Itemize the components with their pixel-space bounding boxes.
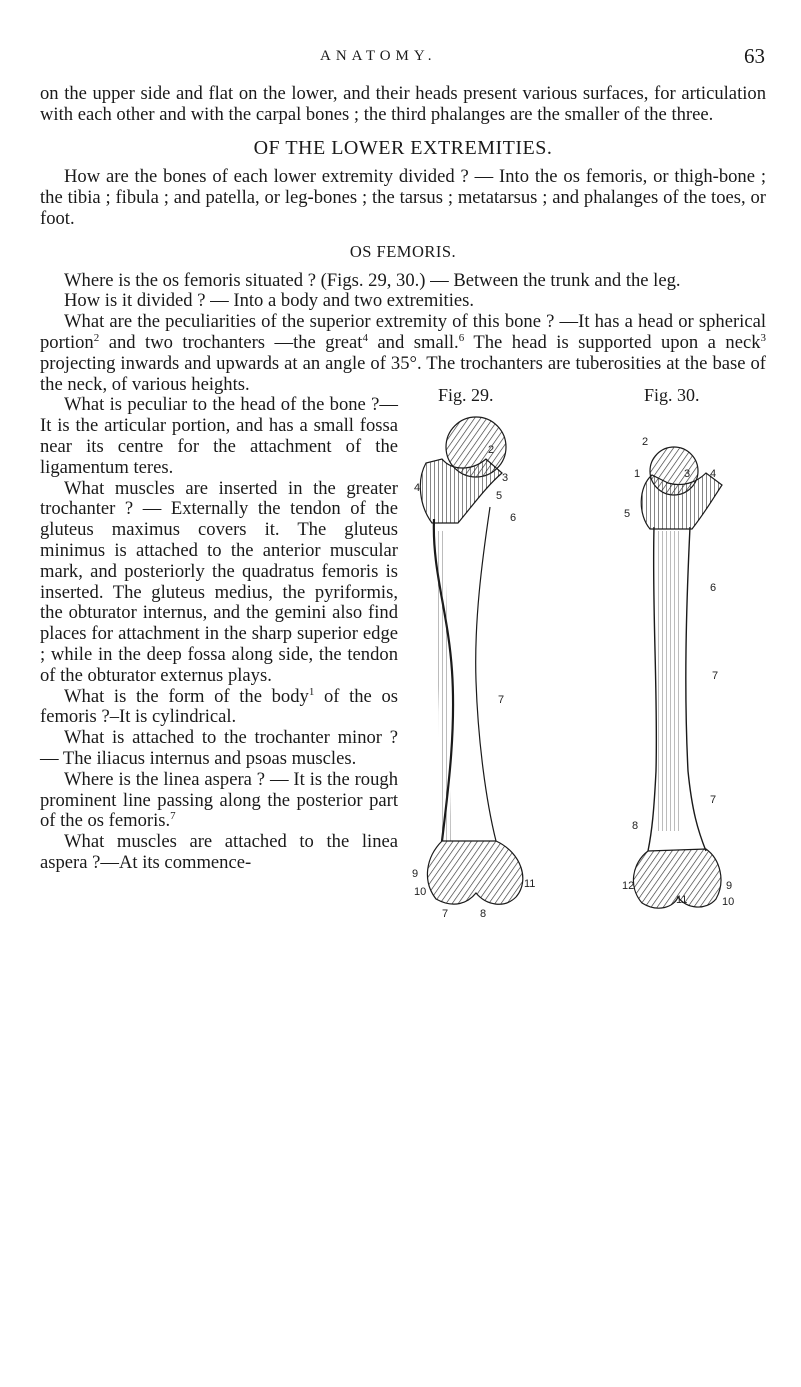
paragraph: Where is the linea aspera ? — It is the rough prominent line passing along the posterior part of the os femoris.$^7$ [40, 768, 398, 832]
running-title: ANATOMY. [320, 48, 437, 64]
paragraph: How are the bones of each lower extremity divided ? — Into the os femoris, or thigh-bone ; the tibia ; fibula ; and patella, or leg-bones ; the tarsus ; metatarsus ; and phalanges of the toes, or foot. [40, 166, 766, 229]
fig-30-num: 12 [622, 879, 635, 892]
figures-column [406, 375, 766, 919]
fig-29-num: 11 [524, 877, 536, 890]
fig-30-num: 8 [632, 819, 639, 832]
fig-29-femur [420, 417, 522, 904]
fig-29-num: 9 [412, 867, 419, 880]
page-number: 63 [744, 44, 765, 68]
fig-30-num: 3 [684, 467, 691, 480]
fig-30-num: 4 [710, 467, 717, 480]
fig-30-label: Fig. 30. [644, 384, 700, 405]
fig-29-num: 4 [414, 481, 421, 494]
fig-29-label: Fig. 29. [438, 384, 494, 405]
paragraph: What are the peculiarities of the superior extremity of this bone ? —It has a head or spherical portion$^2$ and two trochanters —the great$^4$ and small.$^6$ The head is supported upon a neck$^3$ projecting inwards and upwards at an angle of 35°. The Fig. 29. Fig. 30. 2 3 4 5 6 7 9 10 11 8 7 2 1 3 4 5 6 7 7 8 12 9 11 10 trochanters are tuberosities at the base of the neck, of various heights. [40, 312, 766, 395]
subsection-heading: OS FEMORIS. [349, 241, 457, 261]
fig-29-num: 2 [488, 443, 495, 456]
paragraph: What muscles are attached to the linea aspera ?—At its commence- [40, 831, 398, 873]
fig-30-num: 5 [624, 507, 631, 520]
fig-30-num: 11 [676, 893, 688, 906]
body-text [40, 84, 766, 919]
fig-30-femur [633, 447, 722, 908]
fig-29-num: 7 [442, 907, 449, 917]
fig-30-num: 9 [726, 879, 733, 892]
paragraph: Where is the os femoris situated ? (Figs. 29, 30.) — Between the trunk and the leg. [64, 269, 681, 291]
fig-30-num: 7 [712, 669, 719, 682]
fig-29-num: 6 [510, 511, 517, 524]
section-heading: OF THE LOWER EXTREMITIES. [253, 136, 553, 159]
paragraph: on the upper side and flat on the lower, and their heads present various surfaces, for articulation with each other and with the carpal bones ; the third phalanges are the smaller of the three. [40, 83, 766, 125]
femur-illustrations [406, 411, 766, 917]
fig-30-num: 1 [634, 467, 641, 480]
running-head [0, 44, 801, 78]
paragraph: How is it divided ? — Into a body and two extremities. [64, 290, 475, 312]
fig-29-num: 10 [414, 885, 427, 898]
paragraph: What is attached to the trochanter minor ? — The iliacus internus and psoas muscles. [40, 727, 398, 769]
fig-30-num: 7 [710, 793, 717, 806]
fig-29-num: 5 [496, 489, 503, 502]
fig-29-num: 7 [498, 693, 505, 706]
paragraph: What is the form of the body$^1$ of the os femoris ?–It is cylindrical. [40, 685, 398, 728]
fig-30-num: 2 [642, 435, 649, 448]
fig-30-num: 10 [722, 895, 735, 908]
paragraph: What is peculiar to the head of the bone ?—It is the articular portion, and has a small fossa near its centre for the attachment of the ligamentum teres. [40, 394, 398, 478]
fig-30-num: 6 [710, 581, 717, 594]
fig-29-num: 3 [502, 471, 509, 484]
fig-29-num: 8 [480, 907, 487, 917]
paragraph: What muscles are inserted in the greater trochanter ? — Externally the tendon of the gluteus maximus covers it. The gluteus minimus is attached to the anterior muscular mark, and posteriorly the quadratus femoris is inserted. The gluteus medius, the pyriformis, the obturator internus, and the gemini also find places for attachment in the sharp superior edge ; while in the deep fossa along side, the tendon of the obturator externus plays. [40, 477, 398, 686]
